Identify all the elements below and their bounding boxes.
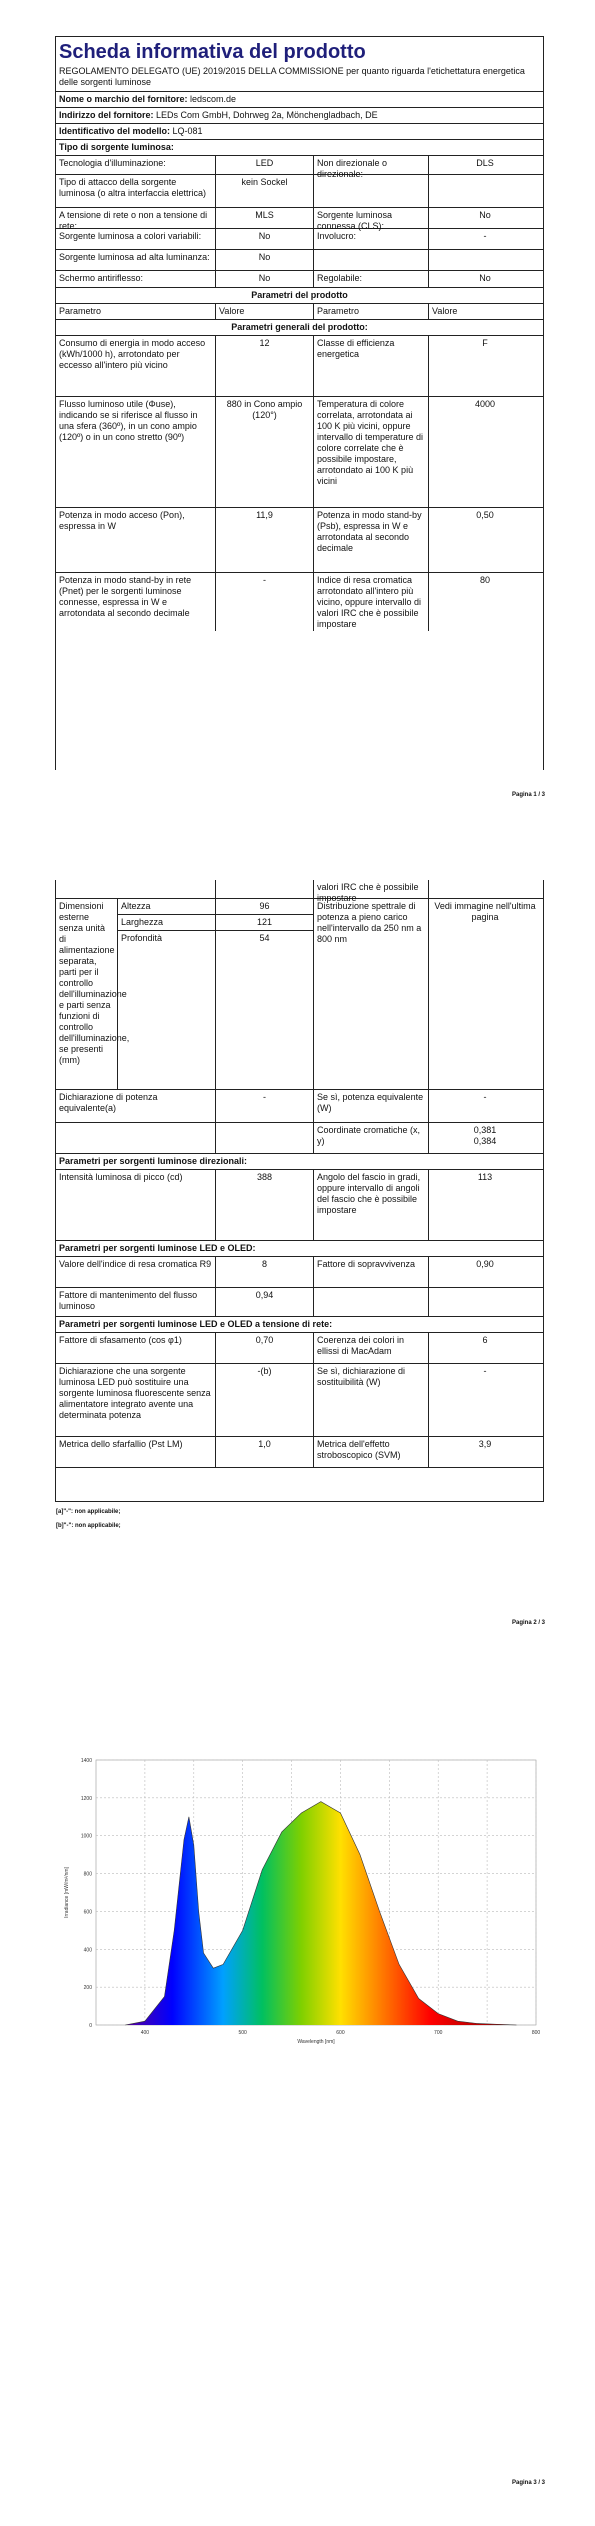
y-axis-label: Irradiance [mW/m²/nm] bbox=[64, 1867, 70, 1918]
irc-continuation-text: valori IRC che è possibile impostare bbox=[314, 880, 429, 898]
params-column-headers bbox=[56, 304, 543, 320]
param-cell: Potenza in modo acceso (Pon), espressa in W bbox=[56, 508, 216, 572]
power-equiv-value: - bbox=[483, 1092, 487, 1102]
param-row bbox=[56, 573, 543, 631]
irc-continuation-row bbox=[56, 880, 543, 903]
x-tick-label: 400 bbox=[140, 2030, 150, 2036]
pst-value: 1,0 bbox=[216, 1437, 314, 1467]
param-cell: Flusso luminoso utile (Φuse), indicando se si riferisce al flusso in una sfera (360º), in un cono ampio (120º) o in un cono stretto (90º) bbox=[56, 397, 216, 507]
footnote-a: [a]"-": non applicabile; bbox=[56, 1509, 121, 1515]
source-type-heading: Tipo di sorgente luminosa: bbox=[56, 140, 543, 156]
depth-label: Profondità bbox=[121, 933, 163, 943]
y-tick-label: 200 bbox=[83, 1985, 92, 1992]
source-type-cell: No bbox=[216, 271, 314, 287]
product-info-table-part1 bbox=[55, 36, 544, 770]
page-number-2: Pagina 2 / 3 bbox=[511, 1620, 545, 1626]
source-type-cell: No bbox=[216, 250, 314, 270]
r9-label: Valore dell'indice di resa cromatica R9 bbox=[56, 1257, 216, 1287]
power-equiv-label: Se sì, potenza equivalente (W) bbox=[314, 1090, 429, 1122]
y-tick-label: 1000 bbox=[80, 1833, 92, 1840]
x-tick-label: 500 bbox=[238, 2030, 247, 2036]
source-type-cell: kein Sockel bbox=[216, 175, 314, 207]
r9-value: 8 bbox=[216, 1257, 314, 1287]
param-row bbox=[56, 336, 543, 397]
fluor-value: -(b) bbox=[216, 1364, 314, 1436]
param-cell: - bbox=[216, 573, 314, 631]
source-type-rows bbox=[56, 156, 543, 288]
source-type-cell: No bbox=[479, 210, 491, 220]
source-type-row bbox=[56, 229, 543, 250]
col-param-1: Parametro bbox=[56, 304, 216, 319]
source-type-cell: DLS bbox=[476, 158, 494, 168]
source-type-cell bbox=[314, 175, 429, 207]
x-axis-label: Wavelength [nm] bbox=[297, 2039, 335, 2045]
param-cell: F bbox=[482, 338, 488, 348]
source-type-cell: - bbox=[483, 231, 487, 241]
source-type-cell: Sorgente luminosa connessa (CLS): bbox=[314, 208, 429, 228]
height-label: Altezza bbox=[118, 899, 215, 915]
width-label: Larghezza bbox=[118, 915, 215, 931]
supplier-address-label: Indirizzo del fornitore: bbox=[59, 110, 154, 120]
fluor-label: Dichiarazione che una sorgente luminosa LED può sostituire una sorgente luminosa fluorescente senza alimentatore integrato avente una determinata potenza bbox=[56, 1364, 216, 1436]
chroma-x: 0,381 bbox=[473, 1125, 497, 1135]
param-cell: Temperatura di colore correlata, arrotondata ai 100 K più vicini, oppure intervallo di temperature di colore correlate che è possibile impostare, arrotondato ai 100 K più vicini bbox=[314, 397, 429, 507]
svm-value: 3,9 bbox=[478, 1439, 492, 1449]
spectral-value: Vedi immagine nell'ultima pagina bbox=[434, 901, 536, 922]
macadam-value: 6 bbox=[482, 1335, 488, 1345]
source-type-cell bbox=[429, 175, 541, 207]
y-tick-label: 1200 bbox=[80, 1795, 92, 1802]
power-decl-label: Dichiarazione di potenza equivalente(a) bbox=[56, 1090, 216, 1122]
power-decl-row bbox=[56, 1090, 543, 1123]
dimensions-label: Dimensioni esterne senza unità di alimentazione separata, parti per il controllo dell'illuminazione e parti senza funzioni di controllo dell'illuminazione, se presenti (mm) bbox=[56, 899, 118, 1089]
source-type-cell: Regolabile: bbox=[314, 271, 429, 287]
dimensions-row bbox=[56, 899, 543, 1090]
source-type-cell: MLS bbox=[216, 208, 314, 228]
source-type-cell bbox=[429, 250, 541, 270]
page-number-1: Pagina 1 / 3 bbox=[511, 792, 545, 798]
col-param-2: Parametro bbox=[314, 304, 429, 319]
peak-label: Intensità luminosa di picco (cd) bbox=[56, 1170, 216, 1240]
fluor-row bbox=[56, 1364, 543, 1437]
width-value: 121 bbox=[216, 915, 313, 931]
phase-label: Fattore di sfasamento (cos φ1) bbox=[56, 1333, 216, 1363]
param-cell: Potenza in modo stand-by in rete (Pnet) per le sorgenti luminose connesse, espressa in W e arrotondata al secondo decimale bbox=[56, 573, 216, 631]
param-cell: 80 bbox=[479, 575, 490, 585]
source-type-row bbox=[56, 271, 543, 288]
source-type-row bbox=[56, 175, 543, 208]
maint-value: 0,94 bbox=[216, 1288, 314, 1316]
param-cell: 12 bbox=[216, 336, 314, 396]
depth-value: 54 bbox=[259, 933, 270, 943]
power-decl-value: - bbox=[216, 1090, 314, 1122]
source-type-cell: LED bbox=[216, 156, 314, 174]
beam-value: 113 bbox=[477, 1172, 493, 1182]
model-value: LQ-081 bbox=[172, 126, 203, 136]
source-type-cell: Tipo di attacco della sorgente luminosa (o altra interfaccia elettrica) bbox=[56, 175, 216, 207]
supplier-address-row bbox=[56, 108, 543, 124]
source-type-cell: No bbox=[479, 273, 491, 283]
x-tick-label: 800 bbox=[531, 2030, 541, 2036]
param-cell: Classe di efficienza energetica bbox=[314, 336, 429, 396]
survival-label: Fattore di sopravvivenza bbox=[314, 1257, 429, 1287]
regulation-text: REGOLAMENTO DELEGATO (UE) 2019/2015 DELLA COMMISSIONE per quanto riguarda l'etichettatura energetica delle sorgenti luminose bbox=[56, 66, 543, 92]
source-type-cell: Non direzionale o direzionale: bbox=[314, 156, 429, 174]
y-tick-label: 1400 bbox=[80, 1758, 92, 1764]
col-value-2: Valore bbox=[432, 306, 458, 316]
page-2 bbox=[0, 880, 595, 1700]
source-type-cell: A tensione di rete o non a tensione di rete: bbox=[56, 208, 216, 228]
macadam-label: Coerenza dei colori in ellissi di MacAdam bbox=[314, 1333, 429, 1363]
x-tick-label: 700 bbox=[434, 2030, 443, 2036]
height-value: 96 bbox=[216, 899, 313, 915]
source-type-cell bbox=[314, 250, 429, 270]
page-title: Scheda informativa del prodotto bbox=[59, 41, 366, 63]
supplier-address-value: LEDs Com GmbH, Dohrweg 2a, Mönchengladbach, DE bbox=[156, 110, 378, 120]
spectrum-svg bbox=[56, 1750, 546, 2060]
param-cell: 0,50 bbox=[476, 510, 494, 520]
param-row bbox=[56, 508, 543, 573]
svm-label: Metrica dell'effetto stroboscopico (SVM) bbox=[314, 1437, 429, 1467]
param-cell: Indice di resa cromatica arrotondato all'intero più vicino, oppure intervallo di valori IRC che è possibile impostare bbox=[314, 573, 429, 631]
maint-row bbox=[56, 1288, 543, 1317]
general-params-heading: Parametri generali del prodotto: bbox=[56, 320, 543, 336]
r9-row bbox=[56, 1257, 543, 1288]
param-cell: 4000 bbox=[474, 399, 496, 409]
y-tick-label: 0 bbox=[89, 2023, 92, 2029]
params-heading: Parametri del prodotto bbox=[56, 288, 543, 304]
model-label: Identificativo del modello: bbox=[59, 126, 171, 136]
supplier-name-row bbox=[56, 92, 543, 108]
page-number-3: Pagina 3 / 3 bbox=[511, 2480, 545, 2486]
survival-value: 0,90 bbox=[476, 1259, 494, 1269]
fluor-w-label: Se sì, dichiarazione di sostituibilità (W) bbox=[314, 1364, 429, 1436]
y-tick-label: 800 bbox=[83, 1871, 92, 1878]
led-heading: Parametri per sorgenti luminose LED e OLED: bbox=[56, 1241, 543, 1257]
peak-row bbox=[56, 1170, 543, 1241]
param-cell: Potenza in modo stand-by (Psb), espressa in W e arrotondata al secondo decimale bbox=[314, 508, 429, 572]
product-info-table-part2 bbox=[55, 880, 544, 1502]
pst-label: Metrica dello sfarfallio (Pst LM) bbox=[56, 1437, 216, 1467]
beam-label: Angolo del fascio in gradi, oppure intervallo di angoli del fascio che è possibile impostare bbox=[314, 1170, 429, 1240]
peak-value: 388 bbox=[216, 1170, 314, 1240]
y-tick-label: 600 bbox=[83, 1909, 92, 1916]
page-3 bbox=[0, 1720, 595, 2526]
dir-heading: Parametri per sorgenti luminose direzionali: bbox=[56, 1154, 543, 1170]
param-cell: 11,9 bbox=[216, 508, 314, 572]
fluor-w-value: - bbox=[483, 1366, 487, 1376]
model-row bbox=[56, 124, 543, 140]
phase-value: 0,70 bbox=[216, 1333, 314, 1363]
source-type-row bbox=[56, 156, 543, 179]
chroma-y: 0,384 bbox=[473, 1136, 497, 1146]
source-type-row bbox=[56, 208, 543, 229]
source-type-cell: No bbox=[216, 229, 314, 249]
flicker-row bbox=[56, 1437, 543, 1468]
supplier-name-value: ledscom.de bbox=[190, 94, 237, 104]
x-tick-label: 600 bbox=[336, 2030, 345, 2036]
source-type-cell: Schermo antiriflesso: bbox=[56, 271, 216, 287]
param-row bbox=[56, 397, 543, 508]
mains-heading: Parametri per sorgenti luminose LED e OLED a tensione di rete: bbox=[56, 1317, 543, 1333]
col-value-1: Valore bbox=[216, 304, 314, 319]
param-cell: Consumo di energia in modo acceso (kWh/1000 h), arrotondato per eccesso all'intero più vicino bbox=[56, 336, 216, 396]
maint-label: Fattore di mantenimento del flusso luminoso bbox=[56, 1288, 216, 1316]
phase-row bbox=[56, 1333, 543, 1364]
source-type-cell: Tecnologia d'illuminazione: bbox=[56, 156, 216, 174]
spectral-label: Distribuzione spettrale di potenza a pieno carico nell'intervallo da 250 nm a 800 nm bbox=[314, 899, 429, 1089]
source-type-cell: Sorgente luminosa a colori variabili: bbox=[56, 229, 216, 249]
general-params-rows bbox=[56, 336, 543, 631]
param-cell: 880 in Cono ampio (120°) bbox=[216, 397, 314, 507]
source-type-cell: Involucro: bbox=[314, 229, 429, 249]
chroma-label: Coordinate cromatiche (x, y) bbox=[314, 1123, 429, 1153]
supplier-name-label: Nome o marchio del fornitore: bbox=[59, 94, 188, 104]
spectrum-chart bbox=[56, 1750, 546, 2060]
source-type-cell: Sorgente luminosa ad alta luminanza: bbox=[56, 250, 216, 270]
footnote-b: [b]"-": non applicabile; bbox=[56, 1523, 121, 1529]
chroma-row bbox=[56, 1123, 543, 1154]
y-tick-label: 400 bbox=[83, 1947, 92, 1954]
page-1 bbox=[0, 0, 595, 850]
source-type-row bbox=[56, 250, 543, 271]
